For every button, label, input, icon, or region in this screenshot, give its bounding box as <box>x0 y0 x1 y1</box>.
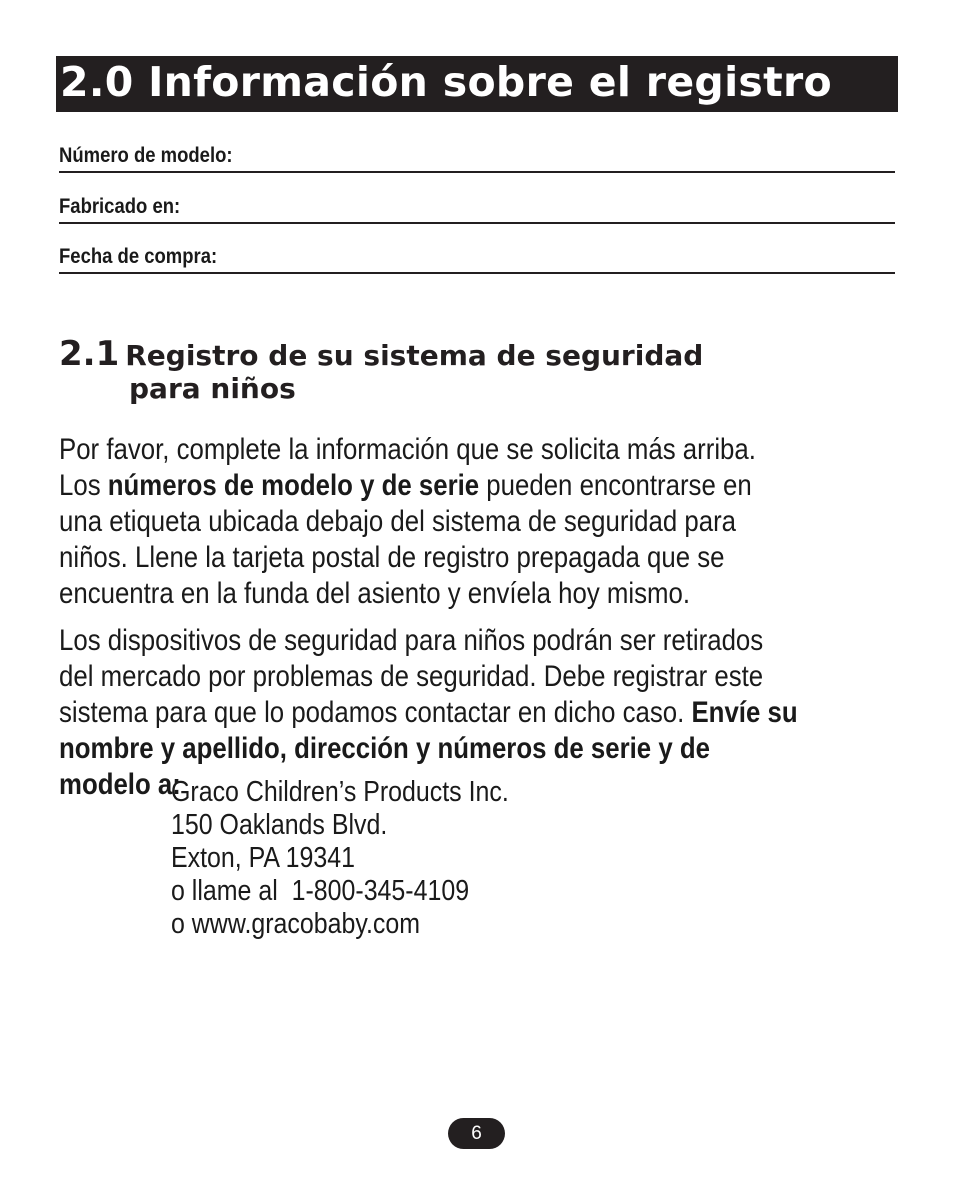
model-number-field <box>59 141 895 173</box>
mailing-address <box>171 776 509 941</box>
section-heading <box>59 334 859 405</box>
address-street: 150 Oaklands Blvd. <box>171 809 388 841</box>
address-city: Exton, PA 19341 <box>171 842 355 874</box>
address-phone: o llame al 1-800-345-4109 <box>171 875 470 907</box>
registration-paragraph <box>59 432 799 612</box>
section-title-line1: Registro de su sistema de seguridad <box>125 339 704 372</box>
registration-bold-text: números de modelo y de serie <box>107 469 480 502</box>
manufactured-in-field <box>59 192 895 224</box>
registration-text-2: pueden encontrarse en una etiqueta ubicada debajo del sistema de seguridad para niños. Llene la tarjeta postal de registro prepagada que se encuentra en la funda del asiento y envíela hoy mismo. <box>59 469 752 610</box>
address-company: Graco Children’s Products Inc. <box>171 776 509 808</box>
purchase-date-field <box>59 242 895 274</box>
page-title: 2.0 Información sobre el registro <box>60 58 833 106</box>
model-number-label: Número de modelo: <box>59 144 233 167</box>
manufactured-in-label: Fabricado en: <box>59 195 181 218</box>
recall-bold-text: Envíe su nombre y apellido, dirección y números de serie y de modelo a: <box>59 696 798 801</box>
purchase-date-label: Fecha de compra: <box>59 245 218 268</box>
address-website: o www.gracobaby.com <box>171 908 421 940</box>
section-number: 2.1 <box>59 334 120 374</box>
registration-text-1: Por favor, complete la información que se solicita más arriba. Los <box>59 433 756 502</box>
section-header-bar <box>56 56 898 112</box>
section-title-line2: para niños <box>129 372 296 405</box>
recall-text-1: Los dispositivos de seguridad para niños podrán ser retirados del mercado por problemas de seguridad. Debe registrar este sistema para que lo podamos contactar en dicho caso. <box>59 624 764 729</box>
page-number-badge: 6 <box>448 1118 505 1149</box>
